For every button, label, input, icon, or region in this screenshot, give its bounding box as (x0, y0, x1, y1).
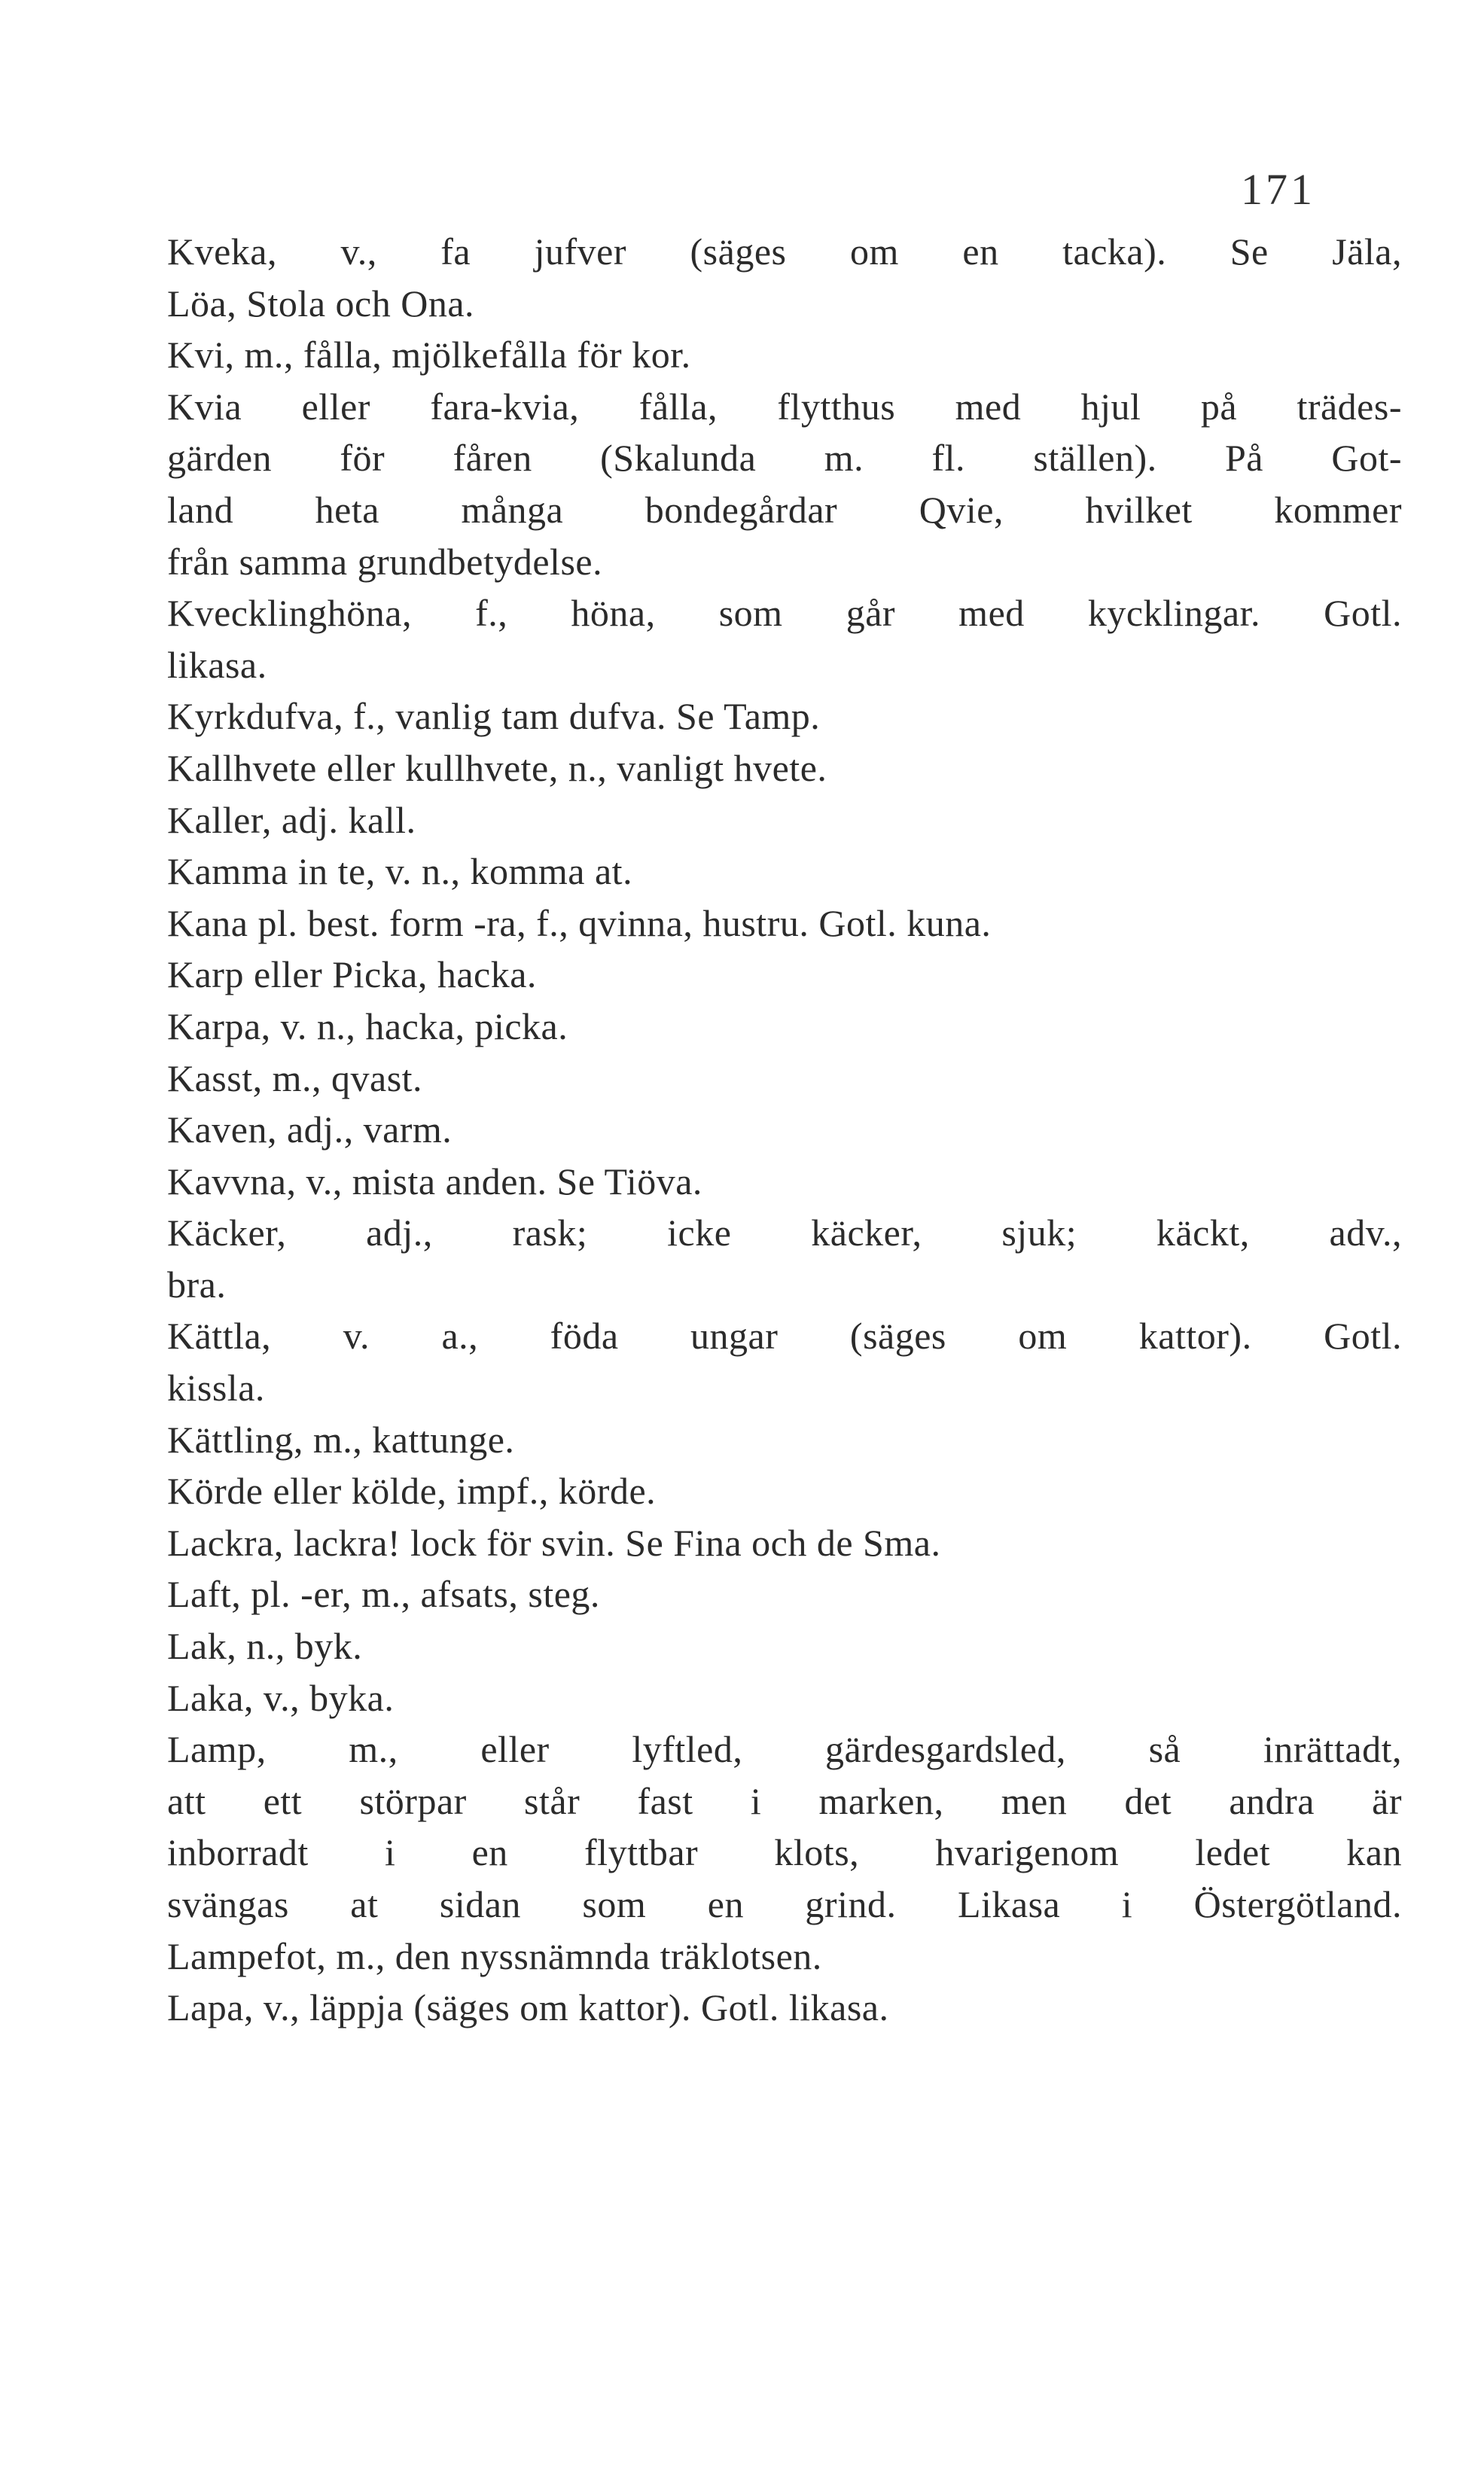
text-line: svängas at sidan som en grind. Likasa i Östergötland. (167, 1883, 1402, 1925)
text-line: från samma grundbetydelse. (167, 540, 603, 583)
text-line: bra. (167, 1263, 227, 1306)
text-line: Kättla, v. a., föda ungar (säges om kattor). Gotl. (167, 1315, 1402, 1358)
text-line: Kallhvete eller kullhvete, n., vanligt hvete. (167, 746, 827, 789)
text-line: Kvecklinghöna, f., höna, som går med kycklingar. Gotl. (167, 592, 1402, 635)
text-line: Karpa, v. n., hacka, picka. (167, 1004, 568, 1047)
text-line: Lampefot, m., den nyssnämnda träklotsen. (167, 1934, 822, 1977)
text-line: Kveka, v., fa jufver (säges om en tacka). Se Jäla, (167, 230, 1402, 273)
page-number: 171 (1241, 165, 1315, 214)
text-line: Körde eller kölde, impf., körde. (167, 1470, 657, 1513)
text-line: Löa, Stola och Ona. (167, 282, 475, 325)
text-line: Laka, v., byka. (167, 1676, 395, 1719)
text-line: land heta många bondegårdar Qvie, hvilket kommer (167, 488, 1402, 531)
text-line: Laft, pl. -er, m., afsats, steg. (167, 1573, 600, 1616)
text-line: Kaller, adj. kall. (167, 798, 416, 841)
text-line: Kasst, m., qvast. (167, 1056, 423, 1099)
text-line: kissla. (167, 1367, 265, 1410)
text-line: gärden för fåren (Skalunda m. fl. ställen). På Got- (167, 437, 1402, 480)
dictionary-entries (167, 226, 1402, 2034)
text-line: Kyrkdufva, f., vanlig tam dufva. Se Tamp. (167, 695, 821, 738)
text-line: Kaven, adj., varm. (167, 1108, 453, 1151)
text-line: Lamp, m., eller lyftled, gärdesgardsled, så inrättadt, (167, 1728, 1402, 1771)
text-line: likasa. (167, 643, 267, 686)
text-line: Kvia eller fara-kvia, fålla, flytthus med hjul på trädes- (167, 385, 1402, 428)
text-line: Kättling, m., kattunge. (167, 1418, 515, 1461)
text-line: Lapa, v., läppja (säges om kattor). Gotl. likasa. (167, 1986, 889, 2029)
text-line: Kamma in te, v. n., komma at. (167, 850, 633, 893)
text-line: Karp eller Picka, hacka. (167, 953, 537, 996)
text-line: inborradt i en flyttbar klots, hvarigenom ledet kan (167, 1831, 1402, 1874)
text-line: Käcker, adj., rask; icke käcker, sjuk; käckt, adv., (167, 1212, 1402, 1254)
text-line: att ett störpar står fast i marken, men det andra är (167, 1779, 1402, 1822)
text-line: Lak, n., byk. (167, 1625, 363, 1668)
text-line: Kavvna, v., mista anden. Se Tiöva. (167, 1160, 702, 1202)
text-line: Kvi, m., fålla, mjölkefålla för kor. (167, 334, 691, 376)
text-line: Kana pl. best. form -ra, f., qvinna, hustru. Gotl. kuna. (167, 901, 992, 944)
text-line: Lackra, lackra! lock för svin. Se Fina och de Sma. (167, 1521, 941, 1564)
